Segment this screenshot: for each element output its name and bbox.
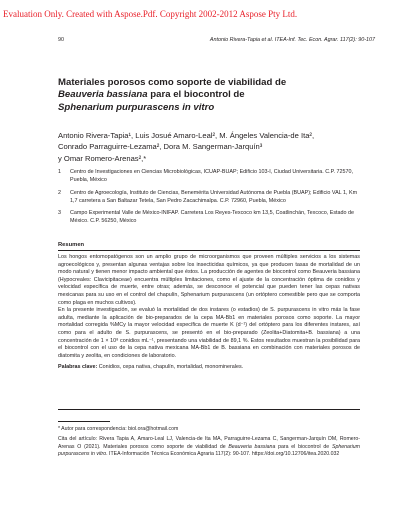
title-line-2-rest: para el biocontrol de [147,89,245,101]
resumen-top-rule [58,250,360,251]
title-line-3: Sphenarium purpurascens in vitro [58,101,215,113]
affiliations [58,168,358,230]
affiliation-text: Centro de Investigaciones en Ciencias Microbiológicas, ICUAP-BUAP; Edificio 103-I, Ciudad Universitaria. C.P. 72570, Puebla, México [70,169,354,184]
citation-note [58,436,360,458]
author-list [58,130,358,164]
title-line-1: Materiales porosos como soporte de viabilidad de [58,77,287,88]
abstract-paragraph-2: En la presente investigación, se evaluó la mortalidad de dos instares (o estadios) de S. purpurascens in vitro más la fase adulta, mediante la aplicación de bio-preparados de la cepa MA-Bb1 en materiales porosos como soporte. La mayor mortalidad corregida %MCy la mayor velocidad específica de muerte K (d⁻¹) del ortóptero para los diferentes instares, así como para el adulto de S. purpurascens, se presentó en el bio-preparado (Zeolita+Diatomita+B. bassiana) a una concentración de 1 × 10⁸ conidios mL⁻¹, presentando una viabilidad de 89,1 %. Estos resultados muestran la posibilidad para el biocontrol con el uso de la cepa nativa mexicana MA-Bb1 de B. bassiana en combinación con materiales porosos de diatomita y zeolita, en condiciones de laboratorio. [58,307,360,359]
resumen-heading: Resumen [58,242,85,248]
affiliation-number: 1 [58,169,61,175]
title-species-italic: Beauveria bassiana [58,89,148,101]
citation-species-italic: Beauveria bassiana [228,443,276,450]
affiliation-2 [58,189,358,206]
affiliation-text: Centro de Agroecología, Instituto de Ciencias, Benemérita Universidad Autónoma de Puebla (BUAP); Edificio VAL 1, Km 1,7 carretera a San Baltazar Tetela, San Pedro Zacachimalpa. C.P. 72960, Puebla, México [70,189,358,204]
affiliation-1 [58,168,358,185]
abstract-body [58,254,360,372]
journal-running-title: Antonio Rivera-Tapia et al. ITEA-Inf. Tec. Econ. Agrar. 117(2): 90-107 [209,37,375,43]
abstract-paragraph-1: Los hongos entomopatógenos son un amplio grupo de microorganismos que proveen múltiples servicios a los sistemas agroecológicos y, presentan algunas ventajas sobre los insecticidas químicos, ya que producen tasas de mortalidad de un modo natural y tienen menor impacto ambiental que éstos. La producción de agentes de biocontrol como Beauveria bassiana (Hypocreales: Clavicipitaceae) encuentra múltiples limitaciones, como el ajuste de la concentración óptima de conidios y velocidad específica de muerte, entre otras; además, se desconoce el potencial que pueden tener las cepas nativas mexicanas para su uso en el control del chapulín, Sphenarium purpurascens (un ortóptero comestible pero que se comporta como plaga en muchos cultivos). [58,254,360,306]
authors-line-1: Antonio Rivera-Tapia¹, Luis Josué Amaro-Leal², M. Ángeles Valencia-de Ita², [58,131,315,140]
article-title [58,77,358,114]
authors-line-2: Conrado Parraguirre-Lezama², Dora M. Sangerman-Jarquín³ [58,142,263,152]
affiliation-number: 3 [58,210,61,217]
page-number: 90 [58,37,64,43]
citation-species-italic-2: Sphenarium purpurascens in vitro [58,443,360,458]
citation-text-end: . ITEA-Información Técnica Económica Agraria 117(2): 90-107. https://doi.org/10.12706/itea.2020.032 [106,451,340,458]
corresponding-author-note: * Autor para correspondencia: biol.ora@hotmail.com [58,426,179,432]
resumen-bottom-rule [58,409,360,410]
title-line-2 [58,89,358,101]
footnotes [58,426,360,459]
keywords-list: Conidios, cepa nativa, chapulín, mortalidad, monominerales. [97,364,244,371]
citation-text-mid: para el biocontrol de [275,443,332,450]
keywords [58,364,360,372]
authors-line-3: y Omar Romero-Arenas²,* [58,153,147,163]
affiliation-number: 2 [58,189,61,196]
evaluation-watermark: Evaluation Only. Created with Aspose.Pdf. Copyright 2002-2012 Aspose Pty Ltd. [3,9,298,19]
keywords-label: Palabras clave: [58,364,98,371]
footnote-rule [58,421,110,422]
affiliation-text: Campo Experimental Valle de México-INIFAP. Carretera Los Reyes-Texcoco km 13,5, Coatlinchán, Texcoco, Estado de México. C.P. 56250, México [70,210,355,225]
affiliation-3 [58,209,358,226]
citation-text-start: Cita del artículo: Rivera Tapia A, Amaro-Leal LJ, Valencia-de Ita MA, Parraguirre-Lezama C, Sangerman-Jarquín DM, Romero-Arenas O (2021). Materiales porosos como soporte de viabilidad de [58,436,360,450]
